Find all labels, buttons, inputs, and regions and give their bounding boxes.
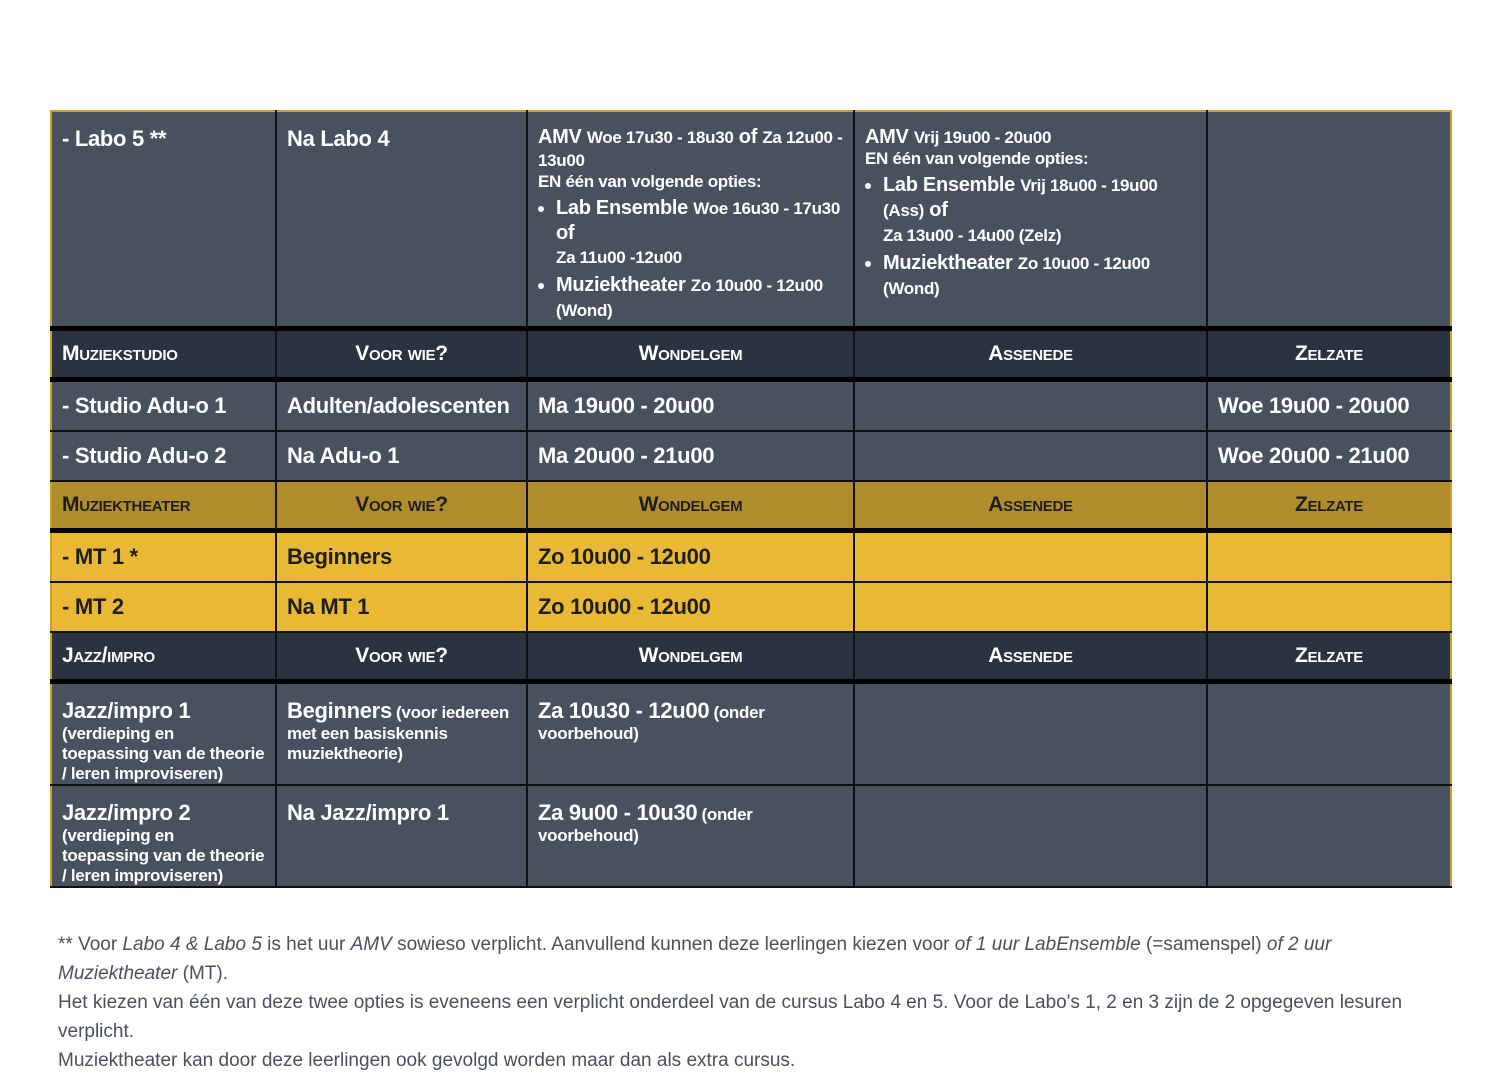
column-header-wondelgem: Wondelgem — [527, 632, 854, 682]
column-header-zelzate: Zelzate — [1207, 329, 1451, 380]
course-who: Na Jazz/impro 1 — [276, 785, 527, 887]
zelzate-time — [1207, 682, 1451, 786]
course-name: - Studio Adu-o 2 — [51, 431, 276, 481]
table-row — [51, 380, 1451, 432]
column-header-wondelgem: Wondelgem — [527, 481, 854, 531]
options-list — [865, 173, 1196, 301]
table-row — [51, 682, 1451, 786]
footnote-line: ** Voor Labo 4 & Labo 5 is het uur AMV sowieso verplicht. Aanvullend kunnen deze leerlingen kiezen voor of 1 uur LabEnsemble (=samenspel) of 2 uur Muziektheater (MT). — [58, 934, 1332, 984]
assenede-time — [854, 431, 1207, 481]
zelzate-time: Woe 20u00 - 21u00 — [1207, 431, 1451, 481]
wondelgem-time: Ma 20u00 - 21u00 — [527, 431, 854, 481]
wondelgem-time: Za 9u00 - 10u30 (onder voorbehoud) — [527, 785, 854, 887]
labo5-zelzate-cell — [1207, 111, 1451, 329]
course-name: - Labo 5 ** — [51, 111, 276, 329]
wondelgem-time: Za 10u30 - 12u00 (onder voorbehoud) — [527, 682, 854, 786]
zelzate-time: Woe 19u00 - 20u00 — [1207, 380, 1451, 432]
footnote — [58, 930, 1448, 1075]
section-title: Jazz/impro — [51, 632, 276, 682]
table-row-labo5 — [51, 111, 1451, 329]
section-header-jazz — [51, 632, 1451, 682]
footnote-line: Het kiezen van één van deze twee opties is eveneens een verplicht onderdeel van de cursus Labo 4 en 5. Voor de Labo's 1, 2 en 3 zijn de 2 opgegeven lesuren verplicht. — [58, 992, 1403, 1042]
assenede-time — [854, 682, 1207, 786]
labo5-wondelgem-cell: AMV Woe 17u30 - 18u30 of Za 12u00 - 13u00 EN één van volgende opties: • Lab Ensemble Woe 16u30 - 17u30 of Za 11u00 -12u00 • Muziektheater Zo 10u00 - 12u00 (Wond) — [527, 111, 854, 329]
labo5-assenede-cell: AMV Vrij 19u00 - 20u00 EN één van volgende opties: • Lab Ensemble Vrij 18u00 - 19u00 (Ass) of Za 13u00 - 14u00 (Zelz) • Muziektheater Zo 10u00 - 12u00 (Wond) — [854, 111, 1207, 329]
course-name: Jazz/impro 1 (verdieping en toepassing van de theorie / leren improviseren) — [51, 682, 276, 786]
footnote-line: Muziektheater kan door deze leerlingen ook gevolgd worden maar dan als extra cursus. — [58, 1050, 796, 1071]
table-row — [51, 431, 1451, 481]
table-row — [51, 531, 1451, 583]
table-row — [51, 582, 1451, 632]
list-item: • Muziektheater Zo 10u00 - 12u00 (Wond) — [556, 273, 843, 323]
column-header-who: Voor wie? — [276, 481, 527, 531]
wondelgem-time: Ma 19u00 - 20u00 — [527, 380, 854, 432]
zelzate-time — [1207, 582, 1451, 632]
course-who: Na MT 1 — [276, 582, 527, 632]
list-item: • Lab Ensemble Woe 16u30 - 17u30 of Za 11u00 -12u00 — [556, 196, 843, 270]
assenede-time — [854, 582, 1207, 632]
course-who: Na Adu-o 1 — [276, 431, 527, 481]
assenede-time — [854, 531, 1207, 583]
section-header-muziekstudio — [51, 329, 1451, 380]
section-title: Muziekstudio — [51, 329, 276, 380]
column-header-zelzate: Zelzate — [1207, 632, 1451, 682]
course-who: Beginners — [276, 531, 527, 583]
table-row — [51, 785, 1451, 887]
course-name: - MT 1 * — [51, 531, 276, 583]
column-header-assenede: Assenede — [854, 632, 1207, 682]
column-header-wondelgem: Wondelgem — [527, 329, 854, 380]
assenede-time — [854, 380, 1207, 432]
course-who: Na Labo 4 — [276, 111, 527, 329]
course-who: Beginners (voor iedereen met een basiskennis muziektheorie) — [276, 682, 527, 786]
assenede-time — [854, 785, 1207, 887]
section-title: Muziektheater — [51, 481, 276, 531]
column-header-assenede: Assenede — [854, 481, 1207, 531]
column-header-who: Voor wie? — [276, 632, 527, 682]
course-name: - MT 2 — [51, 582, 276, 632]
column-header-zelzate: Zelzate — [1207, 481, 1451, 531]
zelzate-time — [1207, 531, 1451, 583]
wondelgem-time: Zo 10u00 - 12u00 — [527, 531, 854, 583]
list-item: • Lab Ensemble Vrij 18u00 - 19u00 (Ass) of Za 13u00 - 14u00 (Zelz) — [883, 173, 1196, 248]
list-item: • Muziektheater Zo 10u00 - 12u00 (Wond) — [883, 251, 1196, 301]
course-name: Jazz/impro 2 (verdieping en toepassing van de theorie / leren improviseren) — [51, 785, 276, 887]
column-header-who: Voor wie? — [276, 329, 527, 380]
course-who: Adulten/adolescenten — [276, 380, 527, 432]
column-header-assenede: Assenede — [854, 329, 1207, 380]
wondelgem-time: Zo 10u00 - 12u00 — [527, 582, 854, 632]
section-header-muziektheater — [51, 481, 1451, 531]
schedule-table — [50, 110, 1452, 888]
zelzate-time — [1207, 785, 1451, 887]
options-list — [538, 196, 843, 323]
course-name: - Studio Adu-o 1 — [51, 380, 276, 432]
